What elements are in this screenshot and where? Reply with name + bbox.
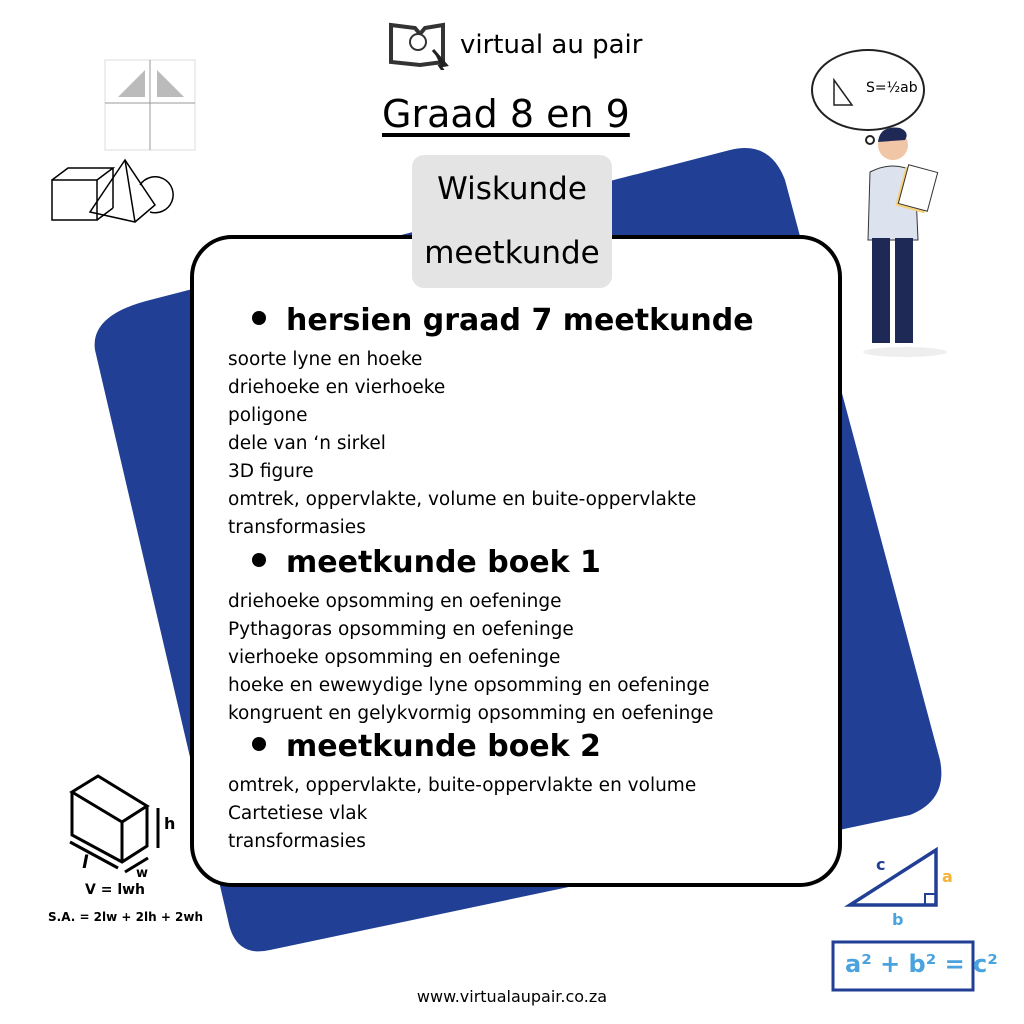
surface-area-formula: S.A. = 2lw + 2lh + 2wh [48,910,204,924]
list-item: transformasies [228,831,366,852]
subject-line1: Wiskunde [437,171,587,207]
bullet-icon [252,311,266,325]
list-item: Cartetiese vlak [228,803,368,824]
list-item: omtrek, oppervlakte, volume en buite-oppervlakte [228,489,697,510]
section-list [228,588,714,728]
section-heading [252,729,601,764]
list-item: hoeke en ewewydige lyne opsomming en oefeninge [228,675,710,696]
volume-formula: V = lwh [85,882,146,898]
brand-logo [388,20,642,70]
list-item: omtrek, oppervlakte, buite-oppervlakte en volume [228,775,697,796]
bullet-icon [252,737,266,751]
box-label-h: h [164,814,176,833]
subject-label [412,155,612,288]
section-heading [252,303,754,338]
box-label-l: l [82,852,89,873]
page-title: Graad 8 en 9 [382,92,630,136]
pythagoras-formula: a² + b² = c² [845,950,998,978]
section-list [228,346,696,542]
list-item: vierhoeke opsomming en oefeninge [228,647,561,668]
list-item: transformasies [228,517,366,538]
section-list [228,772,696,856]
list-item: driehoeke en vierhoeke [228,377,446,398]
list-item: kongruent en gelykvormig opsomming en oefeninge [228,703,714,724]
book-teacher-logo-icon [388,20,452,70]
bullet-icon [252,553,266,567]
list-item: driehoeke opsomming en oefeninge [228,591,562,612]
grid-reflection-illustration [105,60,195,150]
triangle-label-b: b [892,910,904,929]
list-item: 3D figure [228,461,314,482]
section-heading-text: hersien graad 7 meetkunde [286,303,754,338]
3d-shapes-illustration [52,160,173,222]
brand-name: virtual au pair [460,30,643,60]
section-heading-text: meetkunde boek 2 [286,729,601,764]
triangle-label-c: c [876,855,886,874]
section-heading [252,545,601,580]
list-item: poligone [228,405,308,426]
triangle-label-a: a [942,867,953,886]
footer-url[interactable]: www.virtualaupair.co.za [416,987,608,1006]
list-item: dele van ‘n sirkel [228,433,386,454]
box-label-w: w [136,866,149,881]
section-heading-text: meetkunde boek 1 [286,545,601,580]
list-item: Pythagoras opsomming en oefeninge [228,619,574,640]
bubble-formula: S=½ab [866,80,918,96]
subject-line2: meetkunde [424,235,600,271]
list-item: soorte lyne en hoeke [228,349,423,370]
